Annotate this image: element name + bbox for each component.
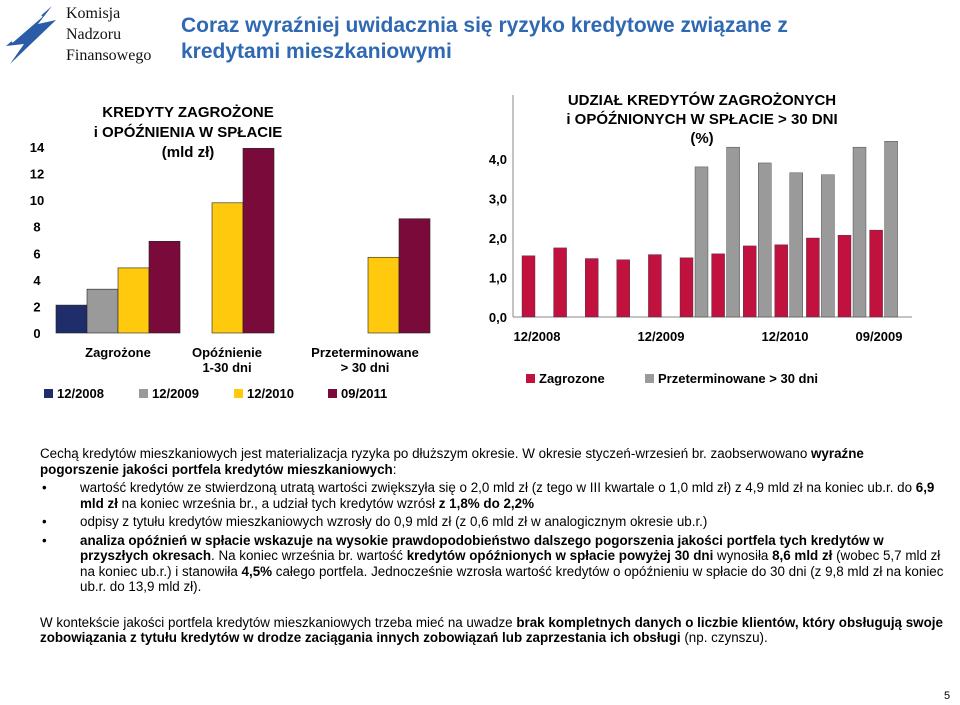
y-tick-label: 0 — [33, 326, 41, 341]
bar-zagrozone — [775, 245, 788, 317]
chart2-title-line: UDZIAŁ KREDYTÓW ZAGROŻONYCH — [567, 92, 837, 109]
body-text — [40, 446, 945, 646]
legend-swatch — [526, 374, 535, 383]
text-run: na koniec września br., a udział tych kredytów wzrósł — [117, 495, 439, 511]
bar-przeterminowane — [695, 167, 708, 317]
text-run: brak kompletnych danych o liczbie klientów, który obsługują swoje zobowiązania z tytułu kredytów w drodze zaciągania innych zobowiązań lub zaprzestania ich obsługi — [40, 614, 943, 645]
y-tick-label: 8 — [33, 219, 41, 235]
bar-przeterminowane — [821, 175, 834, 317]
closing-paragraph — [40, 615, 945, 646]
x-tick-label: 09/2009 — [855, 329, 903, 344]
chart1-title-line: i OPÓŹNIENIA W SPŁACIE — [93, 124, 283, 141]
y-tick-label: 12 — [29, 166, 45, 182]
bullet-dot-icon: • — [42, 480, 47, 495]
chart2-title-line: i OPÓŹNIONYCH W SPŁACIE > 30 DNI — [566, 111, 838, 128]
text-run: W kontekście jakości portfela kredytów mieszkaniowych trzeba mieć na uwadze — [40, 614, 517, 630]
legend-label: 12/2009 — [152, 386, 199, 401]
text-run: 4,5% — [241, 563, 273, 579]
y-tick-label: 10 — [29, 193, 45, 209]
bar-zagrozone — [806, 238, 819, 317]
category-label-line: Opóźnienie — [191, 345, 263, 360]
text-run: (np. czynszu). — [680, 630, 768, 645]
bar-przeterminowane — [758, 163, 771, 317]
bar-zagrozone — [680, 258, 693, 317]
text-run: wyraźne pogorszenie jakości portfela kredytów mieszkaniowych — [40, 446, 864, 477]
bar-zagrozone — [743, 246, 756, 317]
bar-przeterminowane — [885, 141, 898, 317]
intro-paragraph — [40, 446, 945, 477]
text-run: odpisy z tytułu kredytów mieszkaniowych wzrosły do 0,9 mld zł (z 0,6 mld zł w analogicznym okresie ub.r.) — [80, 514, 708, 529]
text-run: : — [392, 461, 397, 477]
text-run: wartość kredytów ze stwierdzoną utratą wartości zwiększyła się o 2,0 mld zł (z tego w III kwartale o 1,0 mld zł) z 4,9 mld zł na koniec ub.r. do — [80, 480, 916, 495]
text-run: 8,6 mld zł — [772, 548, 833, 563]
page-number: 5 — [944, 690, 951, 702]
bullet-item — [40, 514, 945, 530]
y-tick-label: 4,0 — [488, 152, 507, 167]
bar-zagrozone — [870, 230, 883, 317]
bullet-list — [40, 480, 945, 595]
legend-label: 12/2008 — [57, 386, 104, 401]
category-label-line: > 30 dni — [340, 360, 390, 375]
chart2-title-line: (%) — [690, 130, 714, 147]
logo-line-3: Finansowego — [66, 47, 152, 64]
category-label-line: Zagrożone — [85, 345, 151, 360]
text-run: wynosiła — [713, 548, 773, 563]
text-run: (wobec 5,7 mld zł na koniec ub.r.) i stanowiła — [80, 548, 941, 579]
text-run: 6,9 mld zł — [80, 480, 935, 511]
legend-label: Przeterminowane > 30 dni — [658, 371, 819, 386]
legend-swatch — [645, 374, 654, 383]
category-label-line: 1-30 dni — [202, 360, 252, 375]
y-tick-label: 4 — [33, 272, 41, 288]
text-run: Cechą kredytów mieszkaniowych jest materializacja ryzyka po dłuższym okresie. W okresie styczeń-wrzesień br. zaobserwowano — [40, 446, 811, 461]
category-label-line: Przeterminowane — [311, 345, 419, 360]
y-tick-label: 14 — [29, 140, 45, 155]
legend-label: 09/2011 — [341, 386, 388, 401]
y-tick-label: 6 — [33, 246, 41, 262]
legend-label: 12/2010 — [247, 386, 294, 401]
chart1-title-line: KREDYTY ZAGROŻONE — [102, 104, 274, 121]
text-run: . Na koniec września br. wartość — [211, 548, 407, 563]
text-run: całego portfela. Jednocześnie wzrosła wartość kredytów o opóźnieniu w spłacie do 30 dni (z 9,8 mld zł na koniec ub.r. do 13,9 mld zł). — [80, 563, 944, 594]
bullet-item — [40, 533, 945, 595]
x-tick-label: 12/2009 — [637, 329, 685, 344]
bar-przeterminowane — [727, 147, 740, 317]
bullet-dot-icon: • — [42, 514, 47, 529]
text-run: analiza opóźnień w spłacie wskazuje na wysokie prawdopodobieństwo dalszego pogorszenia jakości portfela tych kredytów w przyszłych okresach — [80, 532, 884, 563]
slide-title: Coraz wyraźniej uwidacznia się ryzyko kredytowe związane z kredytami mieszkaniowymi — [181, 14, 788, 63]
bullet-dot-icon: • — [42, 532, 47, 548]
y-tick-label: 3,0 — [488, 191, 507, 207]
bar-zagrozone — [554, 248, 567, 317]
bar-przeterminowane — [853, 147, 866, 317]
logo-line-1: Komisja — [66, 5, 121, 22]
bar-zagrozone — [712, 254, 725, 317]
bar-przeterminowane — [790, 173, 803, 317]
text-run: kredytów opóźnionych w spłacie powyżej 30 dni — [406, 548, 714, 563]
text-run: z 1,8% do 2,2% — [438, 495, 534, 511]
x-tick-label: 12/2010 — [761, 329, 809, 344]
y-tick-label: 2,0 — [488, 231, 507, 246]
y-tick-label: 1,0 — [488, 270, 507, 286]
y-tick-label: 0,0 — [488, 310, 507, 325]
x-tick-label: 12/2008 — [513, 329, 561, 344]
bar-zagrozone — [585, 259, 598, 317]
bar-zagrozone — [617, 260, 630, 317]
bar-zagrozone — [648, 255, 661, 317]
bar-zagrozone — [522, 256, 535, 317]
y-tick-label: 2 — [33, 299, 41, 315]
bullet-item — [40, 480, 945, 511]
legend-label: Zagrozone — [539, 371, 605, 386]
chart1-title-line: (mld zł) — [161, 144, 215, 161]
bar-zagrozone — [838, 235, 851, 317]
logo-line-2: Nadzoru — [66, 26, 122, 43]
